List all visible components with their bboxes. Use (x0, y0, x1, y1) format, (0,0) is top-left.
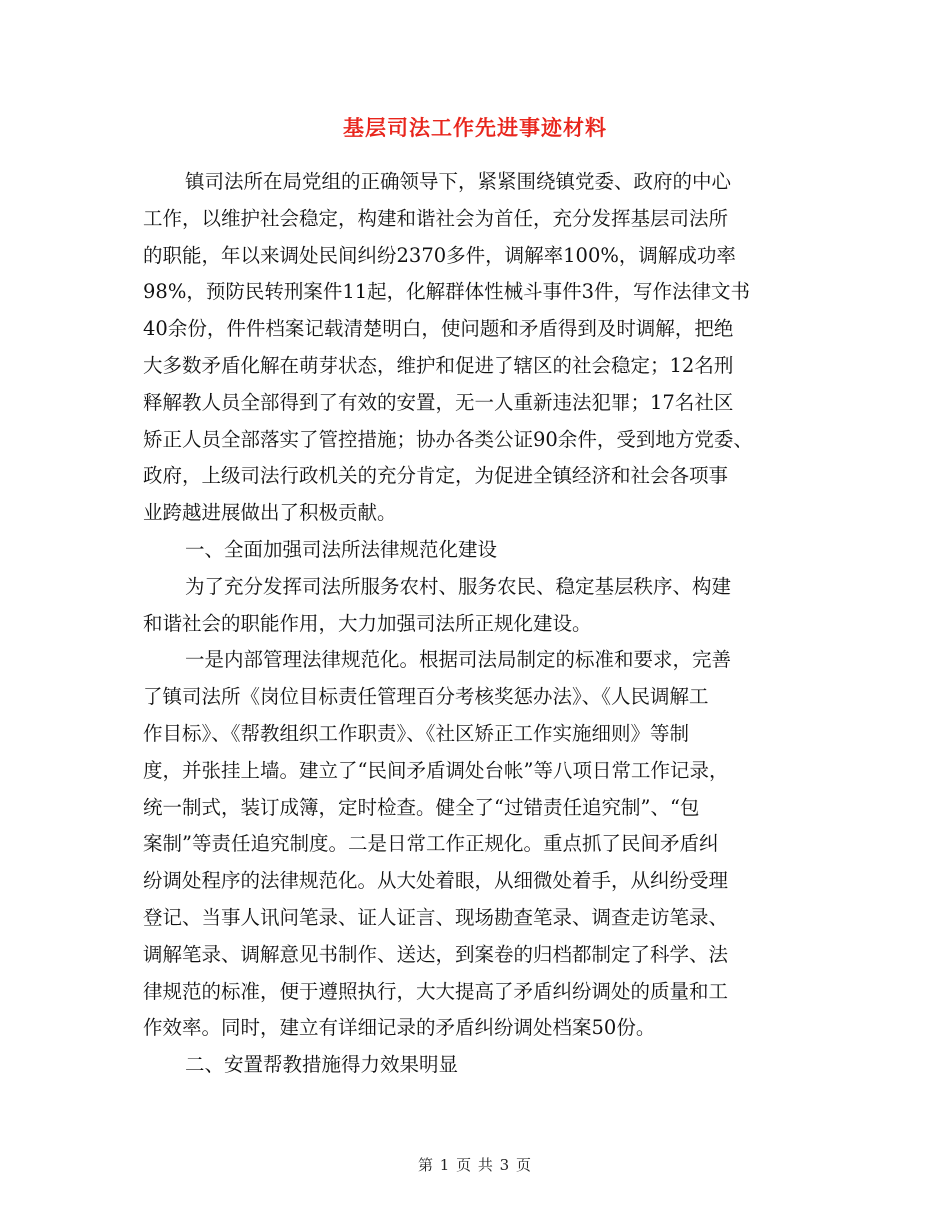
body-line: 为了充分发挥司法所服务农村、服务农民、稳定基层秩序、构建 (185, 574, 732, 598)
section-heading: 二、安置帮教措施得力效果明显 (185, 1053, 459, 1077)
body-line: 纷调处程序的法律规范化。从大处着眼，从细微处着手，从纠纷受理 (143, 869, 729, 893)
body-line: 工作，以维护社会稳定，构建和谐社会为首任，充分发挥基层司法所 (143, 206, 729, 230)
body-line: 98%，预防民转刑案件11起，化解群体性械斗事件3件，写作法律文书 (143, 280, 751, 304)
body-line: 一是内部管理法律规范化。根据司法局制定的标准和要求，完善 (185, 648, 732, 672)
document-body (143, 164, 811, 1084)
body-line: 统一制式，装订成簿，定时检查。健全了“过错责任追究制”、“包 (143, 795, 700, 819)
body-line: 40余份，件件档案记载清楚明白，使问题和矛盾得到及时调解，把绝 (143, 317, 734, 341)
body-line: 政府，上级司法行政机关的充分肯定，为促进全镇经济和社会各项事 (143, 464, 729, 488)
document-title: 基层司法工作先进事迹材料 (343, 115, 607, 140)
body-line: 律规范的标准，便于遵照执行，大大提高了矛盾纠纷调处的质量和工 (143, 979, 729, 1003)
body-line: 案制”等责任追究制度。二是日常工作正规化。重点抓了民间矛盾纠 (143, 832, 719, 856)
body-line: 作目标》、《帮教组织工作职责》、《社区矫正工作实施细则》等制 (143, 721, 690, 745)
body-line: 和谐社会的职能作用，大力加强司法所正规化建设。 (143, 611, 592, 635)
body-line: 大多数矛盾化解在萌芽状态，维护和促进了辖区的社会稳定；12名刑 (143, 353, 734, 377)
body-line: 释解教人员全部得到了有效的安置，无一人重新违法犯罪；17名社区 (143, 390, 734, 414)
page-footer: 第 1 页 共 3 页 (418, 1156, 532, 1174)
body-line: 作效率。同时，建立有详细记录的矛盾纠纷调处档案50份。 (143, 1016, 656, 1040)
body-line: 了镇司法所《岗位目标责任管理百分考核奖惩办法》、《人民调解工 (143, 685, 709, 709)
body-line: 的职能，年以来调处民间纠纷2370多件，调解率100%，调解成功率 (143, 243, 736, 267)
body-line: 登记、当事人讯问笔录、证人证言、现场勘查笔录、调查走访笔录、 (143, 905, 729, 929)
body-line: 度，并张挂上墙。建立了“民间矛盾调处台帐”等八项日常工作记录， (143, 758, 729, 782)
body-line: 调解笔录、调解意见书制作、送达，到案卷的归档都制定了科学、法 (143, 942, 729, 966)
body-line: 矫正人员全部落实了管控措施；协办各类公证90余件，受到地方党委、 (143, 427, 753, 451)
body-line: 镇司法所在局党组的正确领导下，紧紧围绕镇党委、政府的中心 (185, 170, 732, 193)
body-line: 业跨越进展做出了积极贡献。 (143, 501, 397, 525)
section-heading: 一、全面加强司法所法律规范化建设 (185, 537, 498, 561)
